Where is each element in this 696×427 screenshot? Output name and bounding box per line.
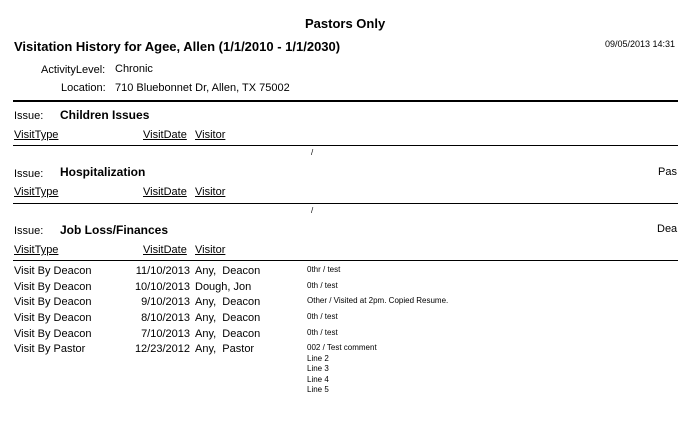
header-divider: [13, 100, 678, 102]
visit-date-cell: 10/10/2013: [134, 281, 190, 293]
section-divider: [13, 145, 678, 146]
visit-date-cell: 9/10/2013: [141, 296, 190, 308]
visitor-cell: Any, Pastor: [195, 343, 255, 355]
visit-note: Other / Visited at 2pm. Copied Resume.: [307, 296, 449, 305]
visit-type-cell: Visit By Pastor: [14, 343, 86, 355]
visit-note-line: 002 / Test comment: [307, 343, 377, 352]
visit-date-cell: 7/10/2013: [141, 328, 190, 340]
empty-visit-note: /: [311, 206, 314, 215]
visitor-cell: Any, Deacon: [195, 328, 261, 340]
column-header-visitor: Visitor: [195, 129, 226, 141]
visit-type-cell: Visit By Deacon: [14, 265, 92, 277]
visitor-cell: Any, Deacon: [195, 265, 261, 277]
column-header-visit-date: VisitDate: [143, 244, 187, 256]
visitor-cell: Dough, Jon: [195, 281, 252, 293]
visit-type-cell: Visit By Deacon: [14, 296, 92, 308]
visit-note-line: Line 4: [307, 374, 329, 384]
visit-date-cell: 11/10/2013: [135, 265, 190, 277]
report-title: Visitation History for Agee, Allen (1/1/2010 - 1/1/2030): [14, 39, 341, 54]
activity-level-label: ActivityLevel:: [41, 64, 106, 76]
issue-label: Issue:: [14, 168, 44, 180]
visit-type-cell: Visit By Deacon: [14, 281, 92, 293]
empty-visit-note: /: [311, 148, 314, 157]
truncated-right-text: Dea: [657, 223, 678, 235]
visit-note: 0th / test: [307, 328, 338, 337]
visit-note: 0thr / test: [307, 265, 341, 274]
column-header-visit-date: VisitDate: [143, 129, 187, 141]
visit-type-cell: Visit By Deacon: [14, 312, 92, 324]
issue-name: Hospitalization: [60, 165, 146, 179]
visitor-cell: Any, Deacon: [195, 312, 261, 324]
visit-note-line: Line 2: [307, 353, 329, 363]
issue-label: Issue:: [14, 110, 44, 122]
visit-date-cell: 12/23/2012: [134, 343, 190, 355]
column-header-visit-date: VisitDate: [143, 186, 187, 198]
location-value: 710 Bluebonnet Dr, Allen, TX 75002: [115, 82, 290, 94]
visitor-cell: Any, Deacon: [195, 296, 261, 308]
column-header-visitor: Visitor: [195, 186, 226, 198]
section-divider: [13, 260, 678, 261]
section-divider: [13, 203, 678, 204]
visit-note-line: Line 5: [307, 385, 329, 394]
truncated-right-text: Pas: [658, 166, 677, 178]
column-header-visit-type: VisitType: [14, 129, 59, 141]
visit-note: 0th / test: [307, 281, 338, 290]
visit-note: [307, 343, 377, 396]
visit-note-line: Line 3: [307, 364, 329, 373]
visit-note: 0th / test: [307, 312, 338, 321]
activity-level-value: Chronic: [115, 63, 153, 75]
visit-type-cell: Visit By Deacon: [14, 328, 92, 340]
location-label: Location:: [61, 82, 106, 94]
issue-name: Job Loss/Finances: [60, 223, 169, 237]
issue-name: Children Issues: [60, 108, 150, 122]
issue-label: Issue:: [14, 225, 44, 237]
printed-timestamp: 09/05/2013 14:31: [605, 39, 676, 49]
column-header-visit-type: VisitType: [14, 244, 59, 256]
column-header-visitor: Visitor: [195, 244, 226, 256]
visit-date-cell: 8/10/2013: [141, 312, 190, 324]
report-banner: Pastors Only: [305, 16, 386, 31]
column-header-visit-type: VisitType: [14, 186, 59, 198]
